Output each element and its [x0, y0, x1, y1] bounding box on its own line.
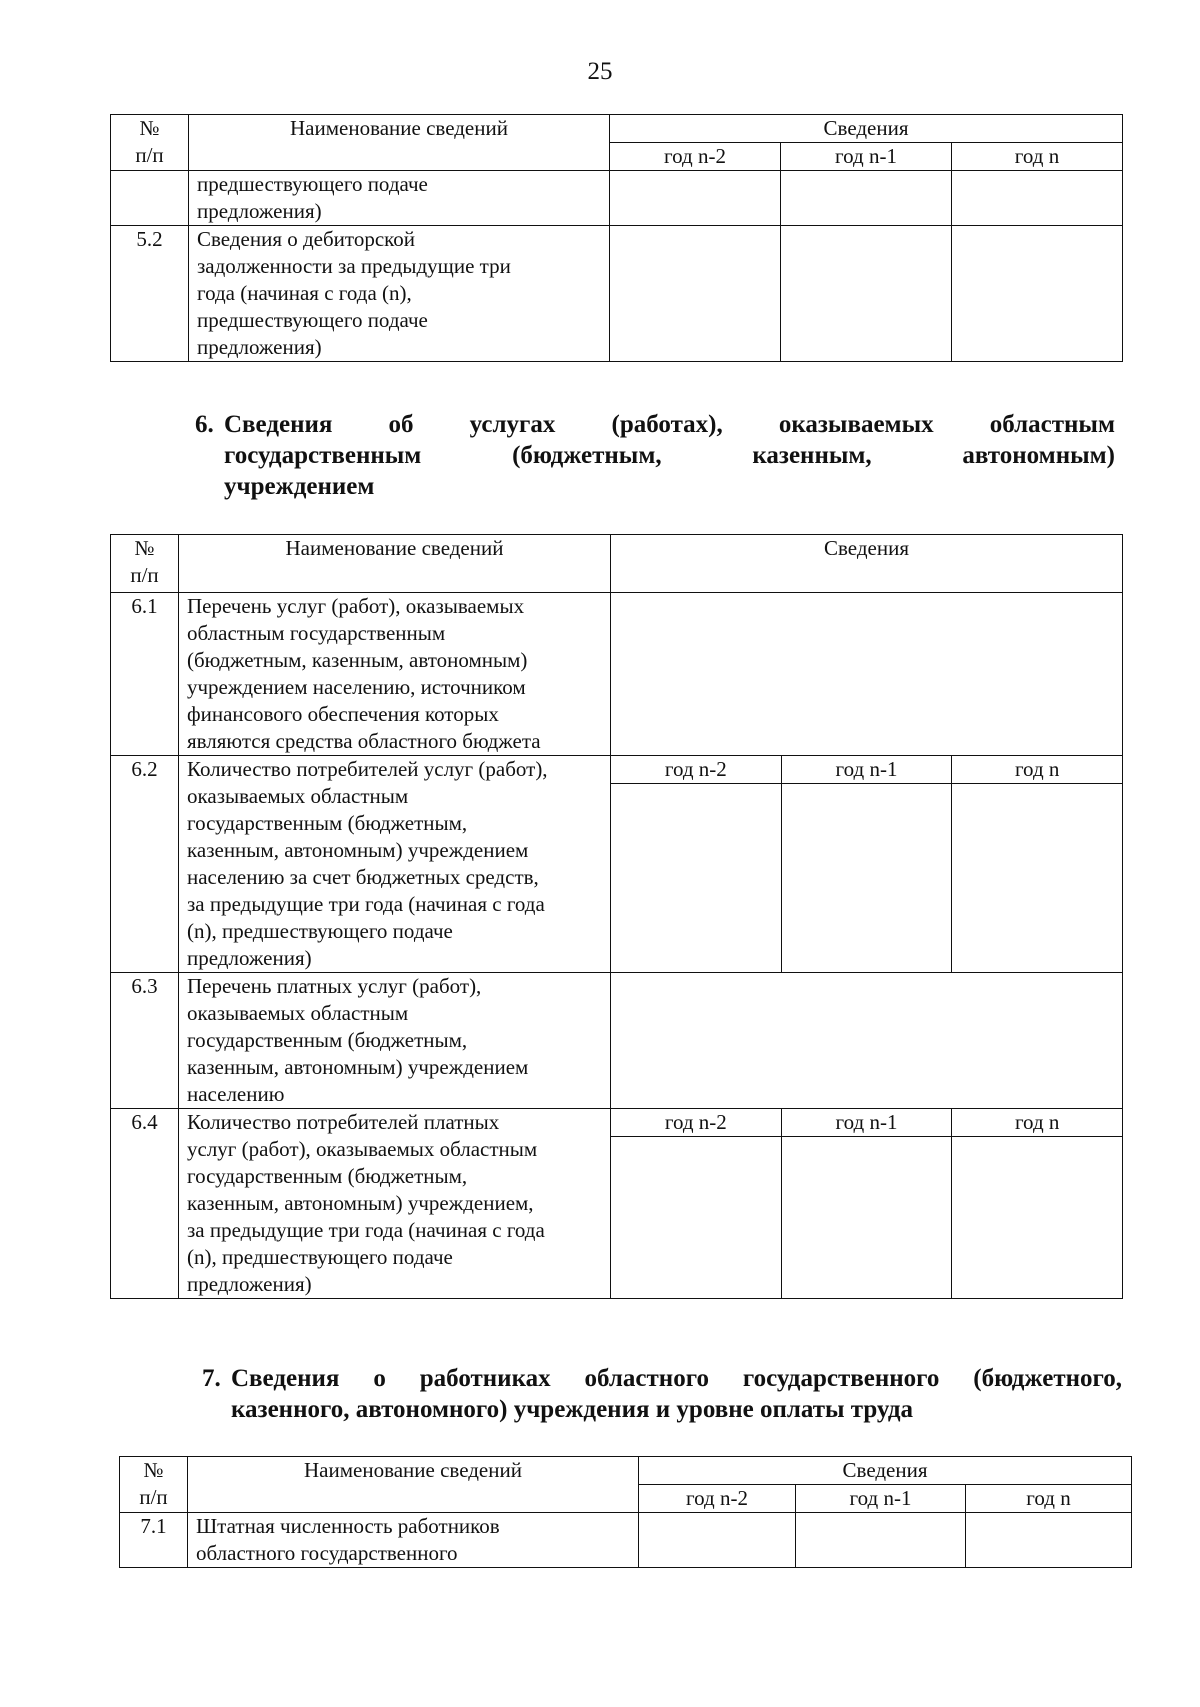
heading-line [224, 440, 1115, 471]
header-info: Сведения [639, 1457, 1132, 1485]
heading-word: Сведения [231, 1365, 340, 1392]
heading-word: государственного [742, 1365, 940, 1392]
row-name: Количество потребителей платных услуг (работ), оказываемых областным государственным (бюджетным, казенным, автономным) учреждением, за предыдущие три года (начиная с года (n), предшествующего подаче предложения) [179, 1109, 611, 1299]
heading-word: Сведения [224, 411, 333, 438]
row-number: 6.2 [111, 756, 179, 973]
heading-word: работниках [419, 1365, 551, 1392]
year-n: год n [966, 1485, 1132, 1513]
header-info: Сведения [611, 535, 1123, 593]
row-number: 6.4 [111, 1109, 179, 1299]
heading-word: областным [989, 411, 1115, 438]
header-name: Наименование сведений [189, 115, 610, 171]
row-name: Штатная численность работников областного государственного [188, 1513, 639, 1568]
year-n-2: год n-2 [610, 143, 781, 171]
table-header-row [120, 1457, 1132, 1485]
section-6-heading [195, 409, 1115, 502]
heading-word: о [373, 1365, 386, 1392]
row-number: 6.1 [111, 593, 179, 756]
table-section-7 [119, 1456, 1132, 1568]
row-name: Сведения о дебиторской задолженности за предыдущие три года (начиная с года (n), предшествующего подаче предложения) [189, 226, 610, 362]
year-n-1: год n-1 [796, 1485, 966, 1513]
year-n: год n [952, 143, 1123, 171]
value-cell [611, 1109, 1123, 1299]
heading-word: государственным [224, 442, 422, 469]
table-row [120, 1513, 1132, 1568]
year-n-2: год n-2 [611, 1109, 782, 1136]
value-cell[interactable] [611, 1137, 782, 1298]
heading-word: оказываемых [778, 411, 934, 438]
section-6-number: 6. [195, 411, 214, 438]
heading-word: (бюджетного, [973, 1365, 1122, 1392]
year-n-2: год n-2 [639, 1485, 796, 1513]
heading-word: автономным) [962, 442, 1115, 469]
heading-word: об [388, 411, 414, 438]
year-n: год n [1014, 1110, 1060, 1134]
table-row [111, 756, 1123, 973]
table-header-row [111, 115, 1123, 143]
heading-line [224, 471, 1115, 502]
row-name: предшествующего подаче предложения) [189, 171, 610, 226]
heading-word: учреждением [224, 473, 375, 500]
value-cell[interactable] [611, 973, 1123, 1109]
value-cell[interactable] [952, 784, 1122, 972]
heading-word: (бюджетным, [512, 442, 662, 469]
table-row [111, 226, 1123, 362]
header-number: № п/п [111, 535, 179, 593]
header-number: № п/п [111, 115, 189, 171]
value-cell[interactable] [611, 784, 782, 972]
heading-line: казенного, автономного) учреждения и уровне оплаты труда [231, 1396, 914, 1423]
heading-line [231, 1363, 1122, 1394]
value-cell[interactable] [610, 226, 781, 362]
table-section-6 [110, 534, 1123, 1299]
heading-line [224, 409, 1115, 440]
value-cell[interactable] [966, 1513, 1132, 1568]
value-cell[interactable] [796, 1513, 966, 1568]
table-row [111, 1109, 1123, 1299]
row-number: 6.3 [111, 973, 179, 1109]
row-name: Количество потребителей услуг (работ), оказываемых областным государственным (бюджетным, казенным, автономным) учреждением населению за счет бюджетных средств, за предыдущие три года (начиная с года (n), предшествующего подаче предложения) [179, 756, 611, 973]
table-section-5 [110, 114, 1123, 362]
header-number: № п/п [120, 1457, 188, 1513]
table-header-row [111, 535, 1123, 593]
row-number: 7.1 [120, 1513, 188, 1568]
year-n-1: год n-1 [782, 1109, 953, 1136]
header-info: Сведения [610, 115, 1123, 143]
row-number [111, 171, 189, 226]
year-n-1: год n-1 [782, 756, 953, 783]
year-n: год n [1014, 757, 1060, 781]
heading-word: казенным, [752, 442, 872, 469]
row-name: Перечень платных услуг (работ), оказываемых областным государственным (бюджетным, казенным, автономным) учреждением населению [179, 973, 611, 1109]
table-row [111, 593, 1123, 756]
section-7-heading [202, 1363, 1122, 1425]
value-cell[interactable] [611, 593, 1123, 756]
heading-word: услугах [469, 411, 556, 438]
value-cell[interactable] [781, 226, 952, 362]
heading-word: областного [584, 1365, 709, 1392]
value-cell[interactable] [952, 226, 1123, 362]
value-cell[interactable] [782, 1137, 953, 1298]
value-cell [611, 756, 1123, 973]
value-cell[interactable] [952, 1137, 1122, 1298]
table-row [111, 973, 1123, 1109]
page-number: 25 [587, 58, 613, 85]
value-cell[interactable] [782, 784, 953, 972]
value-cell[interactable] [639, 1513, 796, 1568]
year-n-2: год n-2 [611, 756, 782, 783]
year-n-1: год n-1 [781, 143, 952, 171]
value-cell[interactable] [610, 171, 781, 226]
header-name: Наименование сведений [179, 535, 611, 593]
header-name: Наименование сведений [188, 1457, 639, 1513]
table-row [111, 171, 1123, 226]
row-number: 5.2 [111, 226, 189, 362]
section-7-number: 7. [202, 1365, 221, 1392]
value-cell[interactable] [781, 171, 952, 226]
heading-word: (работах), [611, 411, 723, 438]
value-cell[interactable] [952, 171, 1123, 226]
row-name: Перечень услуг (работ), оказываемых областным государственным (бюджетным, казенным, автономным) учреждением населению, источником финансового обеспечения которых являются средства областного бюджета [179, 593, 611, 756]
